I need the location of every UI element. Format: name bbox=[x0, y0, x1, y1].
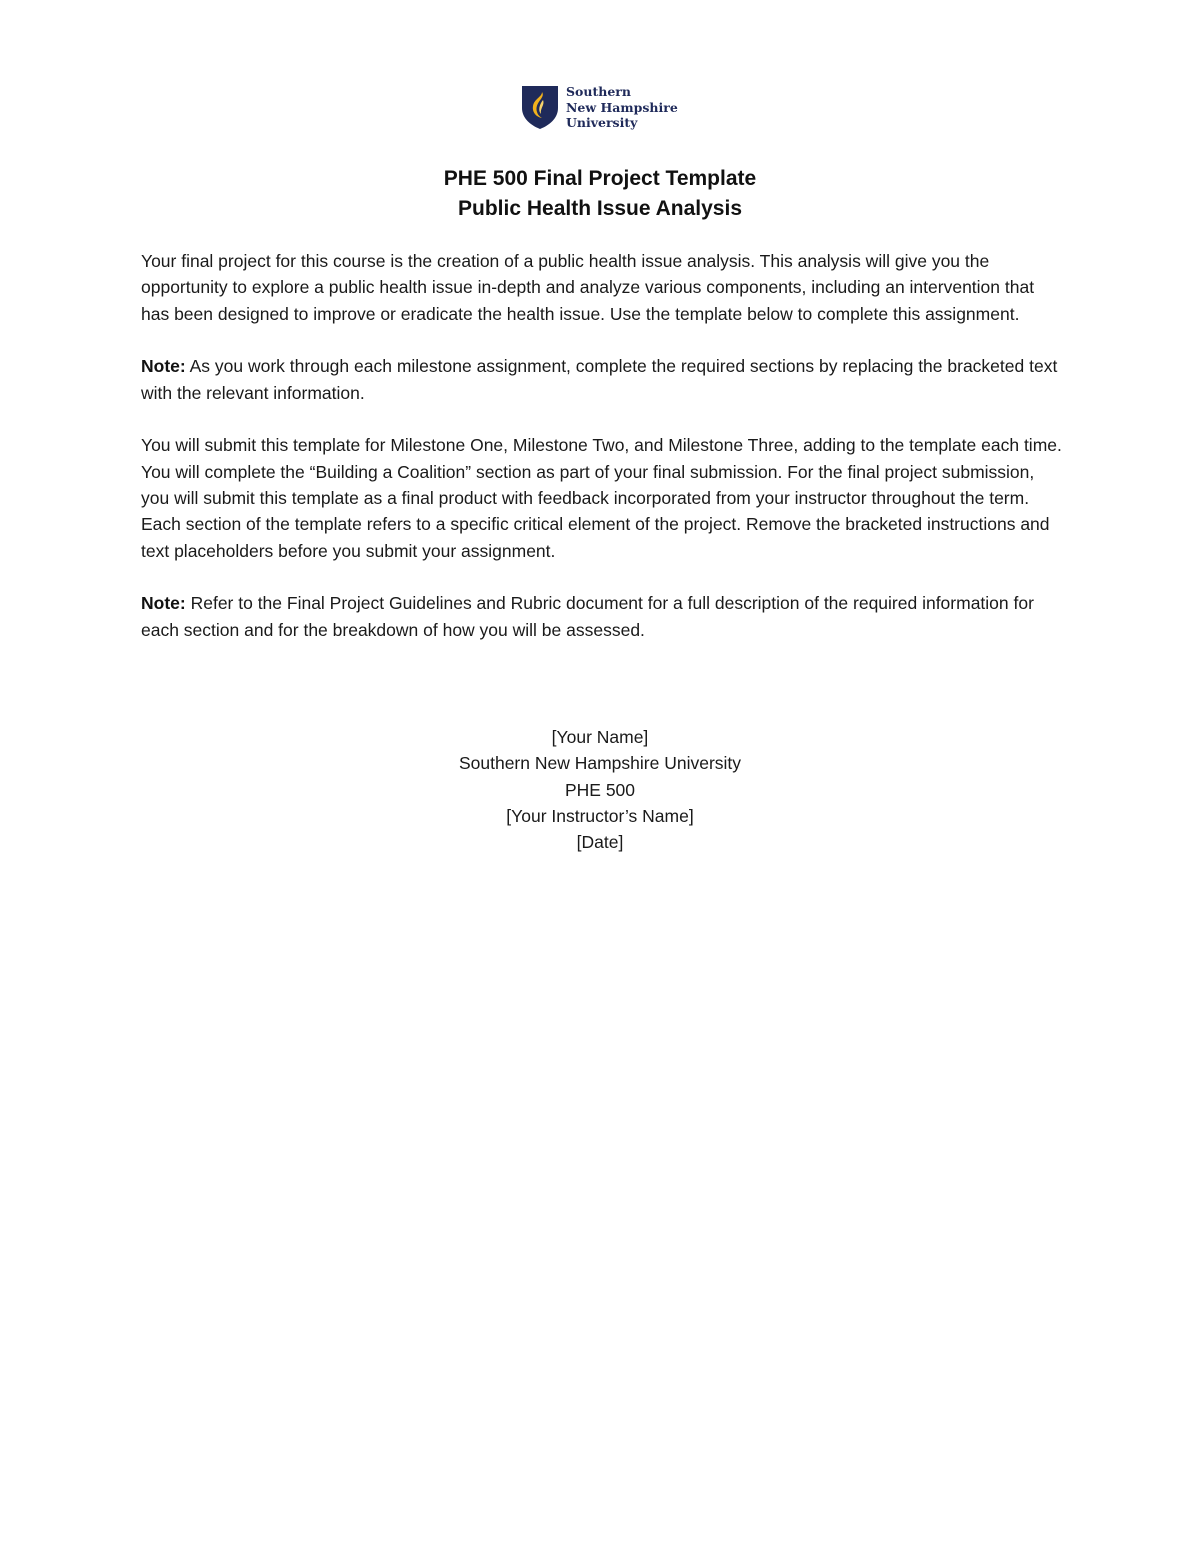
note-text-2: Refer to the Final Project Guidelines and Rubric document for a full description of the required information for each section and for the breakdown of how you will be assessed. bbox=[141, 593, 1034, 640]
logo-wordmark bbox=[566, 84, 678, 131]
intro-paragraph: Your final project for this course is the creation of a public health issue analysis. This analysis will give you the opportunity to explore a public health issue in-depth and analyze various components, including an intervention that has been designed to improve or eradicate the health issue. Use the template below to complete this assignment. bbox=[141, 251, 1035, 324]
note-paragraph-1 bbox=[141, 353, 1066, 406]
note-paragraph-2 bbox=[141, 590, 1066, 643]
logo-line-1: Southern bbox=[566, 84, 631, 99]
title-line-2: Public Health Issue Analysis bbox=[458, 197, 742, 220]
note-text-1: As you work through each milestone assignment, complete the required sections by replacing the bracketed text with the relevant information. bbox=[141, 356, 1058, 403]
note-label-1: Note: bbox=[141, 356, 186, 377]
logo-line-3: University bbox=[566, 115, 638, 130]
signature-block bbox=[0, 724, 1200, 855]
signature-name: [Your Name] bbox=[551, 727, 649, 747]
logo-line-2: New Hampshire bbox=[566, 99, 678, 115]
flame-shield-icon bbox=[520, 84, 560, 130]
signature-instructor: [Your Instructor’s Name] bbox=[506, 805, 694, 826]
submission-paragraph: You will submit this template for Milestone One, Milestone Two, and Milestone Three, adding to the template each time. You will complete the “Building a Coalition” section as part of your final submission. For the final project submission, you will submit this template as a final product with feedback incorporated from your instructor throughout the term. Each section of the template refers to a specific critical element of the project. Remove the bracketed instructions and text placeholders before you submit your assignment. bbox=[141, 435, 1062, 561]
signature-university: Southern New Hampshire University bbox=[458, 753, 742, 774]
document-body bbox=[141, 248, 1066, 670]
note-label-2: Note: bbox=[141, 593, 186, 614]
document-title bbox=[0, 164, 1200, 224]
title-line-1: PHE 500 Final Project Template bbox=[443, 167, 757, 190]
signature-course: PHE 500 bbox=[564, 779, 636, 800]
snhu-logo bbox=[520, 84, 678, 131]
signature-date: [Date] bbox=[576, 832, 624, 853]
